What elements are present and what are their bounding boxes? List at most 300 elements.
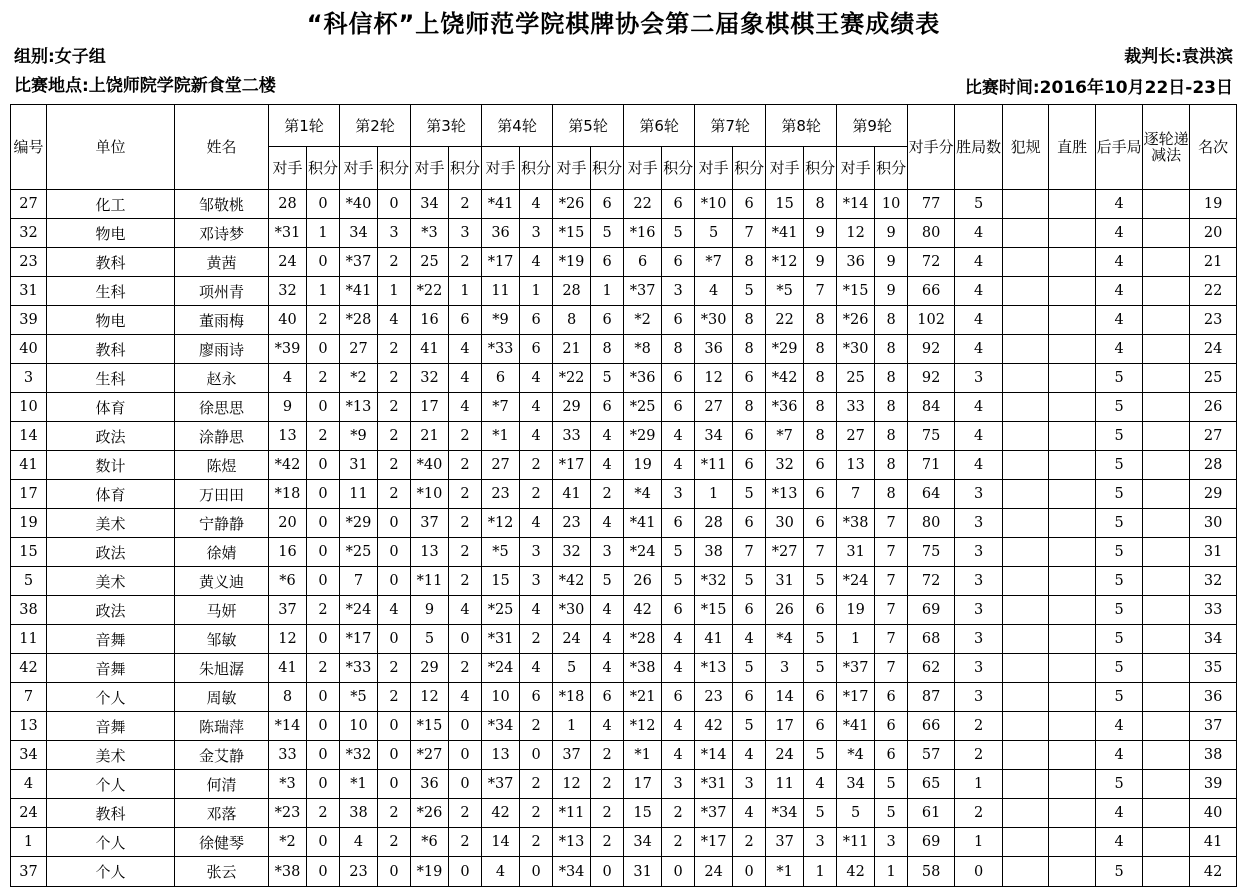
col-header-round: 第3轮 [411,105,482,147]
cell-points: 6 [804,596,837,625]
cell-opponent: *41 [340,277,378,306]
cell-points: 2 [378,364,411,393]
cell-points: 0 [662,857,695,887]
cell-points: 8 [733,335,766,364]
cell-tiebreak [1143,393,1190,422]
cell-opponent: 26 [624,567,662,596]
cell-opponent: *30 [837,335,875,364]
cell-points: 7 [875,625,908,654]
col-header-wins: 胜局数 [955,105,1003,190]
cell-opponent: 27 [695,393,733,422]
cell-points: 2 [449,480,482,509]
cell-foul [1003,741,1049,770]
sub-header-opp: 对手 [766,147,804,190]
cell-opponent: *12 [624,712,662,741]
cell-points: 7 [733,219,766,248]
cell-name: 马妍 [175,596,269,625]
cell-opponent: 11 [766,770,804,799]
cell-points: 2 [662,799,695,828]
col-header-round: 第1轮 [269,105,340,147]
cell-foul [1003,654,1049,683]
cell-opponent: *41 [837,712,875,741]
cell-points: 3 [662,480,695,509]
cell-direct [1049,277,1096,306]
table-row [11,857,1237,887]
cell-points: 6 [662,190,695,219]
table-row [11,596,1237,625]
sub-header-pts: 积分 [875,147,908,190]
cell-opponent: 1 [553,712,591,741]
cell-second-move: 4 [1096,712,1143,741]
cell-opponent: *29 [624,422,662,451]
cell-opponent: 21 [553,335,591,364]
cell-wins: 4 [955,248,1003,277]
cell-opp-score: 64 [908,480,955,509]
cell-direct [1049,451,1096,480]
cell-points: 1 [378,277,411,306]
cell-points: 2 [307,799,340,828]
cell-opponent: *1 [482,422,520,451]
cell-opponent: *14 [269,712,307,741]
cell-points: 6 [520,306,553,335]
cell-foul [1003,538,1049,567]
cell-points: 6 [875,712,908,741]
cell-points: 4 [591,451,624,480]
cell-points: 3 [733,770,766,799]
cell-second-move: 5 [1096,770,1143,799]
cell-opponent: 25 [837,364,875,393]
cell-opponent: *23 [269,799,307,828]
table-row [11,567,1237,596]
cell-opp-score: 92 [908,335,955,364]
cell-tiebreak [1143,683,1190,712]
cell-opponent: 17 [624,770,662,799]
cell-num: 38 [11,596,47,625]
cell-num: 7 [11,683,47,712]
cell-direct [1049,799,1096,828]
cell-num: 41 [11,451,47,480]
sub-header-opp: 对手 [837,147,875,190]
cell-points: 2 [307,654,340,683]
cell-opponent: *12 [766,248,804,277]
cell-opponent: *15 [695,596,733,625]
cell-points: 10 [875,190,908,219]
cell-points: 4 [520,364,553,393]
cell-opponent: 42 [624,596,662,625]
cell-name: 廖雨诗 [175,335,269,364]
cell-opponent: 12 [695,364,733,393]
cell-opponent: *22 [553,364,591,393]
table-row [11,799,1237,828]
cell-points: 6 [804,509,837,538]
cell-opponent: *15 [837,277,875,306]
cell-name: 黄义迪 [175,567,269,596]
cell-points: 5 [804,567,837,596]
cell-opponent: 12 [553,770,591,799]
cell-opponent: 38 [695,538,733,567]
cell-opponent: *7 [482,393,520,422]
col-header-foul: 犯规 [1003,105,1049,190]
cell-points: 0 [449,625,482,654]
cell-unit: 物电 [47,306,175,335]
cell-points: 5 [733,480,766,509]
cell-points: 4 [804,770,837,799]
cell-opponent: *41 [482,190,520,219]
cell-opponent: *36 [624,364,662,393]
cell-num: 40 [11,335,47,364]
page-title: “科信杯”上饶师范学院棋牌协会第二届象棋棋王赛成绩表 [306,10,941,38]
cell-points: 4 [449,683,482,712]
sub-header-pts: 积分 [591,147,624,190]
cell-direct [1049,306,1096,335]
table-row [11,335,1237,364]
cell-direct [1049,857,1096,887]
cell-rank: 35 [1190,654,1237,683]
cell-tiebreak [1143,364,1190,393]
cell-opponent: *8 [624,335,662,364]
cell-points: 6 [662,306,695,335]
cell-wins: 4 [955,422,1003,451]
cell-points: 4 [520,190,553,219]
cell-opp-score: 66 [908,277,955,306]
cell-points: 2 [378,654,411,683]
cell-tiebreak [1143,567,1190,596]
cell-points: 2 [449,654,482,683]
cell-foul [1003,799,1049,828]
cell-points: 5 [591,219,624,248]
cell-points: 4 [449,335,482,364]
cell-opponent: *11 [411,567,449,596]
table-row [11,422,1237,451]
cell-opponent: *38 [269,857,307,887]
cell-points: 5 [733,277,766,306]
cell-opponent: 17 [766,712,804,741]
cell-opponent: *24 [837,567,875,596]
cell-points: 7 [804,538,837,567]
cell-points: 8 [804,335,837,364]
cell-opponent: 24 [553,625,591,654]
sub-header-pts: 积分 [449,147,482,190]
cell-points: 2 [449,248,482,277]
cell-points: 2 [449,567,482,596]
cell-opponent: 32 [553,538,591,567]
cell-tiebreak [1143,306,1190,335]
cell-points: 6 [733,596,766,625]
cell-opponent: *3 [411,219,449,248]
cell-opp-score: 75 [908,422,955,451]
cell-points: 3 [804,828,837,857]
cell-opponent: 16 [269,538,307,567]
cell-opponent: *15 [411,712,449,741]
cell-opponent: 24 [269,248,307,277]
cell-wins: 4 [955,306,1003,335]
cell-opp-score: 62 [908,654,955,683]
cell-points: 0 [378,770,411,799]
cell-unit: 体育 [47,480,175,509]
cell-opponent: 8 [269,683,307,712]
cell-opponent: 5 [695,219,733,248]
cell-opponent: 27 [340,335,378,364]
cell-second-move: 5 [1096,393,1143,422]
cell-rank: 34 [1190,625,1237,654]
cell-direct [1049,712,1096,741]
cell-opponent: *9 [340,422,378,451]
cell-direct [1049,741,1096,770]
sub-header-pts: 积分 [307,147,340,190]
cell-num: 13 [11,712,47,741]
cell-second-move: 4 [1096,741,1143,770]
table-row [11,277,1237,306]
cell-foul [1003,393,1049,422]
cell-points: 8 [875,393,908,422]
col-header-round: 第4轮 [482,105,553,147]
cell-points: 0 [378,857,411,887]
cell-opponent: 37 [766,828,804,857]
cell-opponent: 23 [695,683,733,712]
cell-foul [1003,828,1049,857]
cell-points: 0 [307,770,340,799]
cell-direct [1049,219,1096,248]
cell-rank: 23 [1190,306,1237,335]
cell-points: 0 [307,480,340,509]
cell-points: 4 [662,451,695,480]
cell-points: 6 [804,451,837,480]
cell-opponent: 9 [269,393,307,422]
table-row [11,509,1237,538]
cell-wins: 4 [955,219,1003,248]
cell-foul [1003,480,1049,509]
cell-num: 10 [11,393,47,422]
cell-tiebreak [1143,480,1190,509]
cell-points: 6 [449,306,482,335]
cell-wins: 2 [955,799,1003,828]
cell-wins: 3 [955,625,1003,654]
cell-opp-score: 61 [908,799,955,828]
cell-points: 2 [378,393,411,422]
cell-opponent: 34 [837,770,875,799]
cell-opponent: 4 [269,364,307,393]
cell-name: 宁静静 [175,509,269,538]
cell-tiebreak [1143,422,1190,451]
cell-tiebreak [1143,857,1190,887]
cell-wins: 4 [955,451,1003,480]
cell-points: 4 [378,306,411,335]
cell-points: 2 [520,712,553,741]
cell-opponent: 37 [553,741,591,770]
cell-direct [1049,422,1096,451]
cell-rank: 32 [1190,567,1237,596]
cell-second-move: 5 [1096,451,1143,480]
cell-opponent: *2 [340,364,378,393]
cell-foul [1003,335,1049,364]
cell-opponent: *25 [340,538,378,567]
cell-points: 5 [662,219,695,248]
cell-opponent: 33 [269,741,307,770]
cell-opponent: 30 [766,509,804,538]
cell-second-move: 5 [1096,683,1143,712]
cell-wins: 3 [955,567,1003,596]
cell-points: 8 [875,364,908,393]
cell-opponent: 3 [766,654,804,683]
cell-points: 4 [662,741,695,770]
cell-wins: 3 [955,364,1003,393]
cell-points: 8 [804,422,837,451]
time-label: 比赛时间:2016年10月22日-23日 [964,78,1233,98]
cell-opponent: 41 [553,480,591,509]
cell-wins: 3 [955,480,1003,509]
cell-num: 23 [11,248,47,277]
cell-points: 0 [378,567,411,596]
cell-points: 1 [520,277,553,306]
cell-points: 4 [662,422,695,451]
cell-opponent: *24 [340,596,378,625]
sub-header-pts: 积分 [378,147,411,190]
cell-points: 6 [591,393,624,422]
cell-second-move: 5 [1096,364,1143,393]
cell-second-move: 4 [1096,335,1143,364]
cell-direct [1049,393,1096,422]
cell-tiebreak [1143,741,1190,770]
cell-points: 2 [520,451,553,480]
cell-points: 1 [449,277,482,306]
cell-points: 6 [804,480,837,509]
cell-direct [1049,509,1096,538]
cell-num: 11 [11,625,47,654]
col-header-tiebreak: 逐轮递减法 [1143,105,1190,190]
cell-points: 2 [591,480,624,509]
cell-second-move: 5 [1096,625,1143,654]
cell-opponent: 36 [411,770,449,799]
cell-opponent: *42 [553,567,591,596]
cell-opponent: *21 [624,683,662,712]
cell-num: 27 [11,190,47,219]
cell-points: 2 [520,625,553,654]
cell-points: 0 [378,538,411,567]
cell-second-move: 5 [1096,596,1143,625]
cell-points: 0 [520,857,553,887]
cell-opponent: 4 [482,857,520,887]
cell-points: 6 [733,509,766,538]
cell-unit: 生科 [47,277,175,306]
cell-opponent: *37 [624,277,662,306]
cell-opponent: 29 [411,654,449,683]
cell-opp-score: 80 [908,219,955,248]
cell-points: 0 [307,509,340,538]
cell-points: 2 [307,422,340,451]
cell-opponent: *1 [624,741,662,770]
cell-points: 6 [804,683,837,712]
cell-opp-score: 72 [908,248,955,277]
cell-points: 2 [307,306,340,335]
cell-opponent: *37 [482,770,520,799]
cell-points: 2 [520,770,553,799]
cell-opponent: *16 [624,219,662,248]
cell-unit: 政法 [47,422,175,451]
cell-opponent: *5 [340,683,378,712]
cell-direct [1049,335,1096,364]
cell-points: 1 [875,857,908,887]
sub-header-opp: 对手 [411,147,449,190]
cell-opponent: *11 [837,828,875,857]
cell-points: 6 [591,683,624,712]
cell-points: 9 [875,219,908,248]
cell-opponent: *34 [482,712,520,741]
cell-points: 6 [733,422,766,451]
cell-direct [1049,654,1096,683]
cell-opp-score: 75 [908,538,955,567]
cell-points: 0 [449,741,482,770]
cell-points: 5 [733,567,766,596]
sub-header-pts: 积分 [733,147,766,190]
cell-opponent: 11 [340,480,378,509]
cell-rank: 28 [1190,451,1237,480]
table-row [11,480,1237,509]
cell-unit: 政法 [47,538,175,567]
cell-points: 3 [662,277,695,306]
cell-name: 张云 [175,857,269,887]
cell-opponent: *32 [340,741,378,770]
cell-points: 0 [307,451,340,480]
cell-foul [1003,770,1049,799]
sub-header-opp: 对手 [482,147,520,190]
cell-points: 6 [733,451,766,480]
cell-opponent: *37 [695,799,733,828]
cell-foul [1003,683,1049,712]
cell-opponent: *29 [340,509,378,538]
cell-name: 陈瑞萍 [175,712,269,741]
cell-points: 4 [520,509,553,538]
cell-opponent: 34 [624,828,662,857]
cell-opponent: 37 [411,509,449,538]
cell-points: 2 [378,683,411,712]
col-header-rank: 名次 [1190,105,1237,190]
cell-points: 4 [520,422,553,451]
cell-opp-score: 77 [908,190,955,219]
cell-points: 6 [520,335,553,364]
cell-points: 2 [307,364,340,393]
cell-points: 2 [449,190,482,219]
cell-points: 6 [591,190,624,219]
table-row [11,741,1237,770]
cell-rank: 29 [1190,480,1237,509]
cell-points: 4 [449,596,482,625]
cell-points: 2 [591,741,624,770]
cell-unit: 个人 [47,828,175,857]
col-header-round: 第6轮 [624,105,695,147]
cell-points: 2 [449,451,482,480]
cell-opponent: 24 [695,857,733,887]
cell-opponent: *10 [695,190,733,219]
cell-wins: 3 [955,654,1003,683]
cell-tiebreak [1143,799,1190,828]
cell-points: 5 [662,538,695,567]
cell-foul [1003,190,1049,219]
cell-points: 7 [875,596,908,625]
cell-tiebreak [1143,828,1190,857]
cell-points: 8 [875,480,908,509]
cell-opponent: 9 [411,596,449,625]
cell-points: 4 [591,509,624,538]
cell-unit: 美术 [47,509,175,538]
col-header-round: 第5轮 [553,105,624,147]
cell-opponent: 12 [837,219,875,248]
cell-opp-score: 69 [908,596,955,625]
cell-opponent: 4 [340,828,378,857]
cell-opponent: *41 [766,219,804,248]
col-header-round: 第9轮 [837,105,908,147]
cell-foul [1003,857,1049,887]
cell-points: 8 [804,364,837,393]
